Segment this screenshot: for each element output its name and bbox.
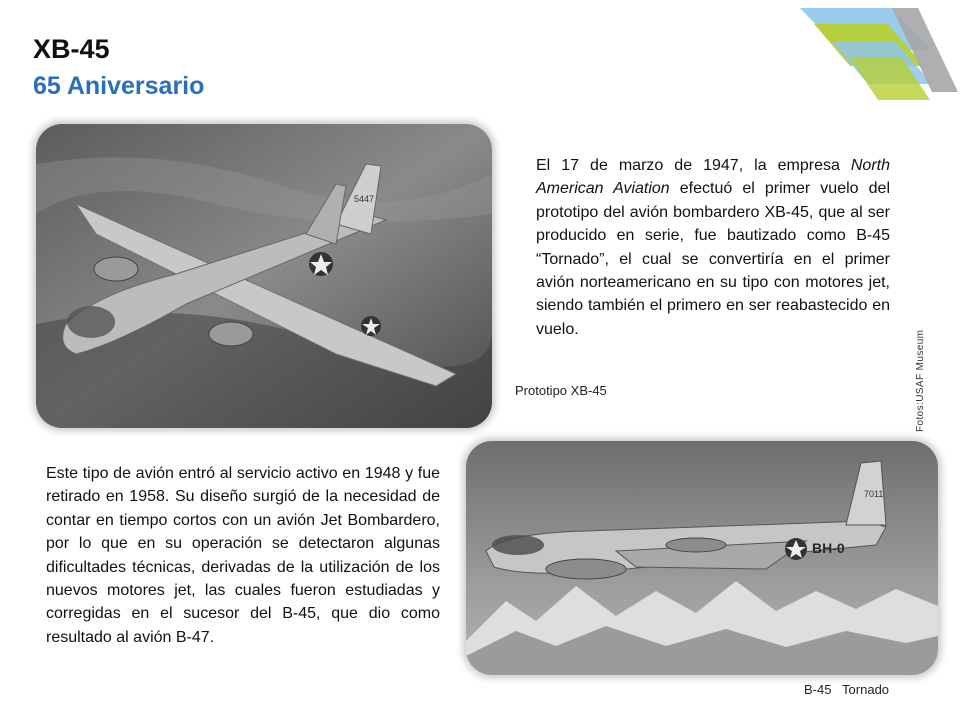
- tornado-caption: B-45 Tornado: [804, 682, 890, 697]
- history-paragraph: Este tipo de avión entró al servicio activo en 1948 y fue retirado en 1958. Su diseño surgió de la necesidad de contar en tiempo cortos con un avión Jet Bombardero, por lo que en su operación se detectaron algunas dificultades técnicas, derivadas de la utilización de los nuevos motores jet, las cuales fueron estudiadas y corregidas en el sucesor del B-45, que dio como resultado al avión B-47.: [46, 465, 440, 646]
- tail-number-bottom: 7011: [864, 489, 884, 499]
- prototype-caption: Prototipo XB-45: [515, 383, 607, 398]
- b45-tornado-photo: [466, 441, 938, 675]
- company-name: North American Aviation: [536, 157, 890, 198]
- fuselage-marking: BH-0: [812, 540, 845, 556]
- brand-logo: [792, 0, 960, 112]
- photo-credit: Fotos:USAF Museum: [915, 329, 926, 432]
- xb45-prototype-photo: [36, 124, 492, 428]
- tail-number-top: 5447: [354, 194, 375, 204]
- intro-paragraph: El 17 de marzo de 1947, la empresa North American Aviation efectuó el primer vuelo del prototipo del avión bombardero XB-45, que al ser producido en serie, fue bautizado como B-45 “Tornado”, el cual se convertiría en el primer avión norteamericano en su tipo con motores jet, siendo también el primero en ser reabastecido en vuelo.: [536, 157, 890, 338]
- page-title: XB-45: [33, 34, 110, 64]
- page-subtitle: 65 Aniversario: [33, 72, 205, 100]
